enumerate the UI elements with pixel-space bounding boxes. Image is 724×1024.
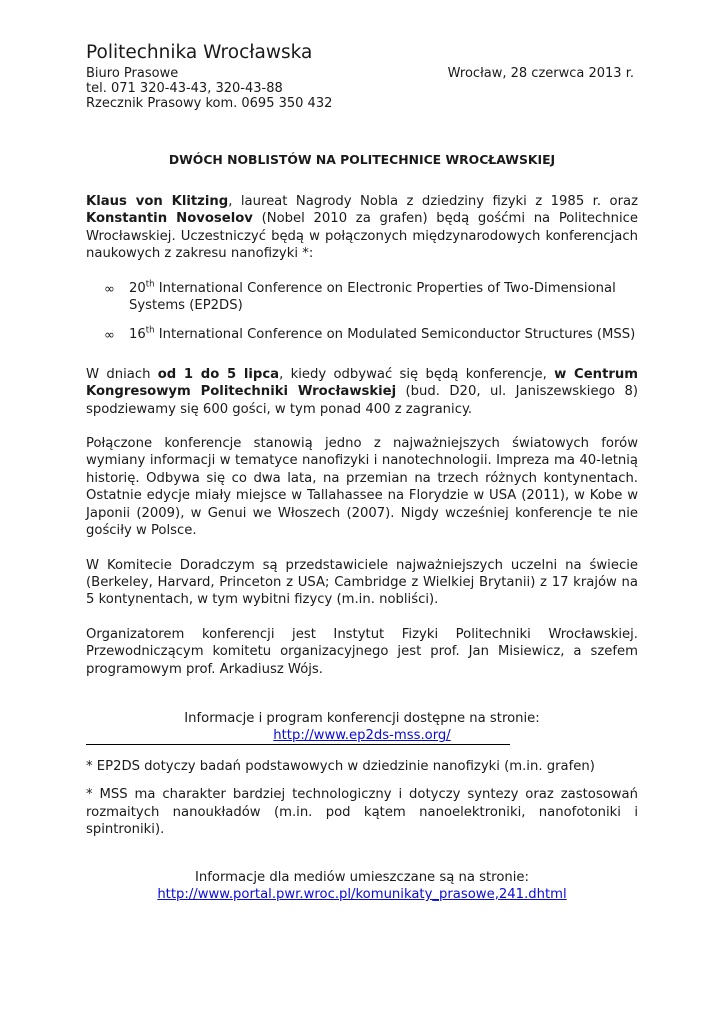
dates-paragraph: W dniach od 1 do 5 lipca, kiedy odbywać się będą konferencje, w Centrum Kongresowym Politechniki Wrocławskiej (bud. D20, ul. Janiszewskiego 8) spodziewamy się 600 gości, w tym ponad 400 z zagranicy. [86,366,639,417]
press-release-body [86,193,638,745]
conference-link[interactable]: http://www.ep2ds-mss.org/ [273,728,451,744]
laureate-name-1: Klaus von Klitzing [86,194,229,209]
department: Biuro Prasowe [86,66,179,81]
spokesman-phone: Rzecznik Prasowy kom. 0695 350 432 [86,96,333,111]
history-paragraph: Połączone konferencje stanowią jedno z najważniejszych światowych forów wymiany informacji w tematyce nanofizyki i nanotechnologii. Impreza ma 40-letnią historię. Odbywa się co dwa lata, na przemian na trzech różnych kontynentach. Ostatnie edycje miały miejsce w Tallahassee na Florydzie w USA (2011), w Kobe w Japonii (2009), w Genui we Włoszech (2007). Nigdy wcześniej konferencje te nie gościły w Polsce. [86,436,638,539]
phone-numbers: tel. 071 320-43-43, 320-43-88 [86,81,283,96]
press-office-header [86,66,332,111]
laureate-name-2: Konstantin Novoselov [86,211,253,227]
list-item: ∞ 20th International Conference on Electronic Properties of Two-Dimensional Systems (EP2DS) [104,279,616,314]
organizer-paragraph: Organizatorem konferencji jest Instytut Fizyki Politechniki Wrocławskiej. Przewodniczącym komitetu organizacyjnego jest prof. Jan Misiewicz, a szefem programowym prof. Arkadiusz Wójs. [86,626,638,677]
list-item: ∞ 16th International Conference on Modulated Semiconductor Structures (MSS) [104,326,636,344]
infinity-bullet-icon: ∞ [104,328,115,344]
footnote: * EP2DS dotyczy badań podstawowych w dziedzinie nanofizyki (m.in. grafen) [86,759,595,774]
conference-list [86,280,638,344]
infinity-bullet-icon: ∞ [104,281,115,297]
organization-name: Politechnika Wrocławska [86,42,313,63]
committee-paragraph: W Komitecie Doradczym są przedstawiciele najważniejszych uczelni na świecie (Berkeley, Harvard, Princeton z USA; Cambridge z Wielkiej Brytanii) z 17 krajów na 5 kontynentach, w tym wybitni fizycy (m.in. nobliści). [86,557,638,608]
document-date: Wrocław, 28 czerwca 2013 r. [447,66,634,81]
media-info-text: Informacje dla mediów umieszczane są na stronie: [195,869,529,885]
conference-info-text: Informacje i program konferencji dostępne na stronie: [184,710,540,726]
footnote-divider [86,744,510,745]
footnote: * MSS ma charakter bardziej technologiczny i dotyczy syntezy oraz zastosowań rozmaitych nanoukładów (m.in. pod kątem nanoelektroniki, nanofotoniki i spintroniki). [86,787,638,838]
conference-info [86,710,638,745]
media-link[interactable]: http://www.portal.pwr.wroc.pl/komunikaty_prasowe,241.dhtml [157,887,567,903]
intro-paragraph: Klaus von Klitzing, laureat Nagrody Nobla z dziedziny fizyki z 1985 r. oraz Konstantin Novoselov (Nobel 2010 za grafen) będą gośćmi na Politechnice Wrocławskiej. Uczestniczyć będą w połączonych międzynarodowych konferencjach naukowych z zakresu nanofizyki *: [86,194,638,262]
press-release-title: DWÓCH NOBLISTÓW NA POLITECHNICE WROCŁAWSKIEJ [168,152,556,167]
media-info [86,869,638,904]
footnotes [86,758,638,903]
